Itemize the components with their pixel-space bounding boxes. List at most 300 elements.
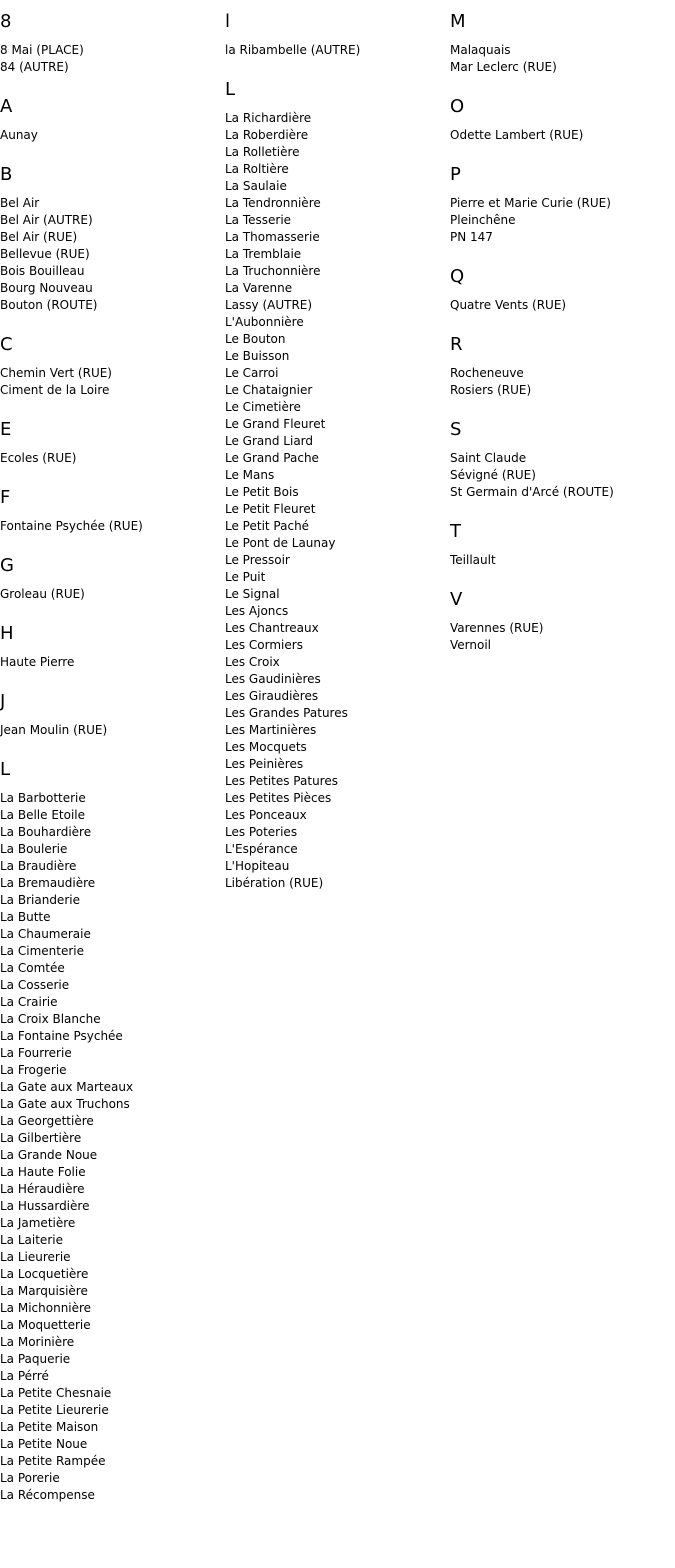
place-list-item bbox=[450, 297, 672, 314]
place-list-item bbox=[0, 654, 222, 671]
group-letter-heading: Q bbox=[450, 266, 465, 287]
place-list-item bbox=[0, 790, 222, 807]
place-list-item bbox=[0, 1487, 222, 1504]
place-link[interactable]: Les Ponceaux bbox=[225, 808, 307, 822]
place-list-item bbox=[0, 1453, 222, 1470]
place-link[interactable]: La Paquerie bbox=[0, 1352, 71, 1366]
place-link[interactable]: La Récompense bbox=[0, 1488, 95, 1502]
place-link[interactable]: Les Chantreaux bbox=[225, 621, 319, 635]
place-link[interactable]: La Petite Rampée bbox=[0, 1454, 106, 1468]
place-list-item bbox=[225, 722, 447, 739]
group-letter-heading: E bbox=[0, 419, 12, 440]
place-list-item bbox=[0, 1470, 222, 1487]
group-letter-heading: F bbox=[0, 487, 11, 508]
place-list bbox=[450, 297, 672, 324]
place-link[interactable]: 8 Mai (PLACE) bbox=[0, 43, 84, 57]
letter-group bbox=[0, 0, 222, 86]
place-list-item bbox=[225, 195, 447, 212]
place-list-item bbox=[225, 467, 447, 484]
place-link[interactable]: Le Puit bbox=[225, 570, 266, 584]
index-column-1 bbox=[0, 0, 222, 1514]
place-link[interactable]: Aunay bbox=[0, 128, 38, 142]
letter-group bbox=[450, 324, 672, 409]
place-link[interactable]: Bouton (ROUTE) bbox=[0, 298, 98, 312]
place-list-item bbox=[225, 280, 447, 297]
place-list bbox=[0, 42, 222, 86]
place-list-item bbox=[0, 1215, 222, 1232]
place-link[interactable]: La Fourrerie bbox=[0, 1046, 72, 1060]
place-list-item bbox=[225, 246, 447, 263]
place-link[interactable]: Jean Moulin (RUE) bbox=[0, 723, 108, 737]
place-list-item bbox=[0, 1368, 222, 1385]
place-link[interactable]: La Frogerie bbox=[0, 1063, 67, 1077]
place-link[interactable]: Bois Bouilleau bbox=[0, 264, 85, 278]
place-link[interactable]: Bel Air bbox=[0, 196, 40, 210]
place-list-item bbox=[0, 722, 222, 739]
letter-group bbox=[0, 681, 222, 749]
place-list-item bbox=[0, 1334, 222, 1351]
place-link[interactable]: La Petite Lieurerie bbox=[0, 1403, 109, 1417]
place-list bbox=[450, 127, 672, 154]
place-list-item bbox=[225, 450, 447, 467]
place-list-item bbox=[0, 42, 222, 59]
place-list-item bbox=[0, 1436, 222, 1453]
place-link[interactable]: La Richardière bbox=[225, 111, 312, 125]
place-link[interactable]: Ecoles (RUE) bbox=[0, 451, 77, 465]
place-link[interactable]: St Germain d'Arcé (ROUTE) bbox=[450, 485, 614, 499]
place-list-item bbox=[225, 688, 447, 705]
place-link[interactable]: Quatre Vents (RUE) bbox=[450, 298, 567, 312]
group-letter-heading: L bbox=[225, 79, 236, 100]
letter-group bbox=[450, 256, 672, 324]
place-list-item bbox=[0, 909, 222, 926]
place-list bbox=[0, 450, 222, 477]
place-link[interactable]: La Brianderie bbox=[0, 893, 80, 907]
place-list-item bbox=[0, 365, 222, 382]
place-link[interactable]: Le Petit Bois bbox=[225, 485, 299, 499]
place-list-item bbox=[225, 858, 447, 875]
place-list-item bbox=[225, 773, 447, 790]
place-link[interactable]: La Butte bbox=[0, 910, 51, 924]
place-link[interactable]: La Gate aux Marteaux bbox=[0, 1080, 134, 1094]
place-list-item bbox=[225, 297, 447, 314]
place-list-item bbox=[0, 1096, 222, 1113]
place-link[interactable]: Saint Claude bbox=[450, 451, 527, 465]
place-link[interactable]: La Haute Folie bbox=[0, 1165, 86, 1179]
place-list-item bbox=[225, 824, 447, 841]
place-list-item bbox=[225, 875, 447, 892]
place-list-item bbox=[0, 807, 222, 824]
place-link[interactable]: Les Petites Pièces bbox=[225, 791, 332, 805]
place-link[interactable]: La Crairie bbox=[0, 995, 58, 1009]
place-link[interactable]: La Bremaudière bbox=[0, 876, 96, 890]
place-link[interactable]: Le Buisson bbox=[225, 349, 290, 363]
place-list-item bbox=[450, 637, 672, 654]
group-letter-heading: J bbox=[0, 691, 6, 712]
place-link[interactable]: 84 (AUTRE) bbox=[0, 60, 69, 74]
place-list-item bbox=[0, 59, 222, 76]
letter-group bbox=[0, 409, 222, 477]
place-link[interactable]: La Chaumeraie bbox=[0, 927, 91, 941]
place-list-item bbox=[225, 314, 447, 331]
place-list-item bbox=[0, 1300, 222, 1317]
place-link[interactable]: La Jametière bbox=[0, 1216, 76, 1230]
letter-group bbox=[450, 0, 672, 86]
group-letter-heading: L bbox=[0, 759, 11, 780]
letter-group bbox=[0, 613, 222, 681]
place-list-item bbox=[0, 1045, 222, 1062]
place-link[interactable]: La Pérré bbox=[0, 1369, 49, 1383]
place-link[interactable]: La Barbotterie bbox=[0, 791, 86, 805]
place-link[interactable]: Vernoil bbox=[450, 638, 491, 652]
place-link[interactable]: La Cosserie bbox=[0, 978, 70, 992]
place-link[interactable]: Le Grand Fleuret bbox=[225, 417, 326, 431]
place-link[interactable]: La Héraudière bbox=[0, 1182, 85, 1196]
place-link[interactable]: Les Giraudières bbox=[225, 689, 319, 703]
place-list-item bbox=[450, 59, 672, 76]
place-link[interactable]: La Hussardière bbox=[0, 1199, 90, 1213]
place-list-item bbox=[450, 195, 672, 212]
place-list bbox=[0, 722, 222, 749]
place-link[interactable]: Bel Air (RUE) bbox=[0, 230, 78, 244]
place-list-item bbox=[0, 960, 222, 977]
place-list-item bbox=[0, 1385, 222, 1402]
place-list-item bbox=[0, 1147, 222, 1164]
place-list-item bbox=[0, 1317, 222, 1334]
place-link[interactable]: La Roberdière bbox=[225, 128, 309, 142]
place-link[interactable]: Le Petit Paché bbox=[225, 519, 310, 533]
place-link[interactable]: La Petite Chesnaie bbox=[0, 1386, 112, 1400]
place-list bbox=[450, 552, 672, 579]
letter-group bbox=[225, 69, 447, 902]
place-link[interactable]: Groleau (RUE) bbox=[0, 587, 85, 601]
place-list-item bbox=[0, 1028, 222, 1045]
place-list-item bbox=[225, 586, 447, 603]
place-list bbox=[225, 110, 447, 902]
place-link[interactable]: Pierre et Marie Curie (RUE) bbox=[450, 196, 611, 210]
place-link[interactable]: La Thomasserie bbox=[225, 230, 320, 244]
place-list-item bbox=[225, 433, 447, 450]
place-link[interactable]: PN 147 bbox=[450, 230, 493, 244]
place-link[interactable]: Haute Pierre bbox=[0, 655, 75, 669]
place-list-item bbox=[0, 926, 222, 943]
place-link[interactable]: Les Poteries bbox=[225, 825, 298, 839]
place-link[interactable]: Le Cimetière bbox=[225, 400, 301, 414]
place-list-item bbox=[0, 892, 222, 909]
place-list-item bbox=[450, 229, 672, 246]
place-link[interactable]: Le Grand Pache bbox=[225, 451, 319, 465]
place-list-item bbox=[0, 1266, 222, 1283]
group-letter-heading: H bbox=[0, 623, 14, 644]
place-list-item bbox=[0, 127, 222, 144]
group-letter-heading: A bbox=[0, 96, 13, 117]
letter-group bbox=[0, 86, 222, 154]
group-letter-heading: T bbox=[450, 521, 461, 542]
place-list bbox=[225, 42, 447, 69]
group-letter-heading: V bbox=[450, 589, 463, 610]
place-list-item bbox=[225, 365, 447, 382]
place-list-item bbox=[225, 841, 447, 858]
place-link[interactable]: La Varenne bbox=[225, 281, 293, 295]
place-list-item bbox=[225, 535, 447, 552]
place-list bbox=[0, 586, 222, 613]
place-list bbox=[450, 620, 672, 664]
place-link[interactable]: Le Chataignier bbox=[225, 383, 313, 397]
place-list-item bbox=[0, 518, 222, 535]
group-letter-heading: B bbox=[0, 164, 13, 185]
place-list-item bbox=[450, 365, 672, 382]
place-link[interactable]: La Tremblaie bbox=[225, 247, 302, 261]
place-list-item bbox=[225, 229, 447, 246]
place-list-item bbox=[0, 1351, 222, 1368]
place-list bbox=[450, 365, 672, 409]
place-list-item bbox=[450, 42, 672, 59]
place-list-item bbox=[225, 42, 447, 59]
place-list-item bbox=[225, 671, 447, 688]
place-list-item bbox=[0, 229, 222, 246]
place-list bbox=[450, 450, 672, 511]
place-list-item bbox=[0, 195, 222, 212]
place-list-item bbox=[0, 246, 222, 263]
place-list-item bbox=[0, 841, 222, 858]
place-link[interactable]: Malaquais bbox=[450, 43, 511, 57]
place-list-item bbox=[0, 1419, 222, 1436]
place-list-item bbox=[0, 824, 222, 841]
place-list-item bbox=[225, 144, 447, 161]
place-link[interactable]: La Fontaine Psychée bbox=[0, 1029, 123, 1043]
place-list bbox=[0, 365, 222, 409]
place-link[interactable]: Chemin Vert (RUE) bbox=[0, 366, 112, 380]
place-link[interactable]: La Petite Noue bbox=[0, 1437, 88, 1451]
place-list-item bbox=[225, 637, 447, 654]
place-list-item bbox=[0, 1283, 222, 1300]
group-letter-heading: 8 bbox=[0, 11, 12, 32]
place-list-item bbox=[450, 450, 672, 467]
place-link[interactable]: Odette Lambert (RUE) bbox=[450, 128, 584, 142]
place-list-item bbox=[225, 654, 447, 671]
letter-group bbox=[450, 511, 672, 579]
place-link[interactable]: La Roltière bbox=[225, 162, 289, 176]
place-link[interactable]: Le Grand Liard bbox=[225, 434, 314, 448]
place-list-item bbox=[450, 382, 672, 399]
place-list-item bbox=[450, 212, 672, 229]
place-link[interactable]: Ciment de la Loire bbox=[0, 383, 110, 397]
place-list-item bbox=[450, 127, 672, 144]
group-letter-heading: P bbox=[450, 164, 461, 185]
place-link[interactable]: Bel Air (AUTRE) bbox=[0, 213, 93, 227]
place-list-item bbox=[0, 875, 222, 892]
place-list-item bbox=[450, 484, 672, 501]
place-list-item bbox=[0, 1249, 222, 1266]
place-link[interactable]: La Gate aux Truchons bbox=[0, 1097, 130, 1111]
place-link[interactable]: Varennes (RUE) bbox=[450, 621, 544, 635]
place-link[interactable]: La Porerie bbox=[0, 1471, 60, 1485]
place-list-item bbox=[0, 1130, 222, 1147]
place-list-item bbox=[0, 1181, 222, 1198]
place-link[interactable]: La Gilbertière bbox=[0, 1131, 82, 1145]
place-list-item bbox=[0, 977, 222, 994]
place-link[interactable]: La Michonnière bbox=[0, 1301, 92, 1315]
group-letter-heading: S bbox=[450, 419, 462, 440]
place-list-item bbox=[0, 1079, 222, 1096]
place-link[interactable]: La Truchonnière bbox=[225, 264, 321, 278]
place-list-item bbox=[225, 484, 447, 501]
place-list-item bbox=[0, 280, 222, 297]
place-link[interactable]: Pleinchêne bbox=[450, 213, 516, 227]
place-link[interactable]: Libération (RUE) bbox=[225, 876, 324, 890]
letter-group bbox=[225, 0, 447, 69]
place-list-item bbox=[225, 127, 447, 144]
place-link[interactable]: L'Hopiteau bbox=[225, 859, 290, 873]
place-link[interactable]: La Belle Etoile bbox=[0, 808, 86, 822]
group-letter-heading: O bbox=[450, 96, 465, 117]
place-list-item bbox=[0, 1232, 222, 1249]
place-list-item bbox=[225, 161, 447, 178]
place-link[interactable]: Bellevue (RUE) bbox=[0, 247, 90, 261]
place-list-item bbox=[225, 348, 447, 365]
place-list bbox=[450, 42, 672, 86]
place-link[interactable]: Rosiers (RUE) bbox=[450, 383, 532, 397]
place-list-item bbox=[0, 263, 222, 280]
place-list bbox=[0, 195, 222, 324]
place-list-item bbox=[0, 1113, 222, 1130]
place-list-item bbox=[225, 705, 447, 722]
place-list bbox=[0, 790, 222, 1514]
place-list-item bbox=[0, 1402, 222, 1419]
letter-group bbox=[0, 154, 222, 324]
group-letter-heading: R bbox=[450, 334, 463, 355]
group-letter-heading: l bbox=[225, 11, 231, 32]
place-link[interactable]: La Tendronnière bbox=[225, 196, 321, 210]
place-list-item bbox=[225, 807, 447, 824]
place-list bbox=[450, 195, 672, 256]
place-link[interactable]: Les Petites Patures bbox=[225, 774, 338, 788]
place-link[interactable]: La Cimenterie bbox=[0, 944, 84, 958]
place-link[interactable]: La Laiterie bbox=[0, 1233, 63, 1247]
place-link[interactable]: Le Pressoir bbox=[225, 553, 290, 567]
place-link[interactable]: La Locquetière bbox=[0, 1267, 89, 1281]
place-link[interactable]: Le Signal bbox=[225, 587, 280, 601]
place-link[interactable]: Les Martinières bbox=[225, 723, 317, 737]
place-link[interactable]: Bourg Nouveau bbox=[0, 281, 93, 295]
place-list-item bbox=[0, 994, 222, 1011]
place-link[interactable]: Fontaine Psychée (RUE) bbox=[0, 519, 143, 533]
place-link[interactable]: La Comtée bbox=[0, 961, 65, 975]
place-link[interactable]: La Georgettière bbox=[0, 1114, 94, 1128]
place-link[interactable]: Le Bouton bbox=[225, 332, 286, 346]
place-list-item bbox=[225, 569, 447, 586]
place-list-item bbox=[450, 552, 672, 569]
letter-group bbox=[0, 477, 222, 545]
place-link[interactable]: La Saulaie bbox=[225, 179, 287, 193]
place-link[interactable]: La Tesserie bbox=[225, 213, 292, 227]
place-list-item bbox=[0, 586, 222, 603]
place-list-item bbox=[225, 110, 447, 127]
place-link[interactable]: La Braudière bbox=[0, 859, 77, 873]
index-column-3 bbox=[450, 0, 672, 664]
group-letter-heading: M bbox=[450, 11, 466, 32]
place-list-item bbox=[225, 603, 447, 620]
place-link[interactable]: Le Carroi bbox=[225, 366, 279, 380]
place-link[interactable]: La Morinière bbox=[0, 1335, 75, 1349]
place-list-item bbox=[0, 858, 222, 875]
place-link[interactable]: L'Aubonnière bbox=[225, 315, 304, 329]
place-link[interactable]: Le Pont de Launay bbox=[225, 536, 336, 550]
place-list-item bbox=[225, 399, 447, 416]
place-list-item bbox=[225, 756, 447, 773]
place-list-item bbox=[225, 212, 447, 229]
place-link[interactable]: La Moquetterie bbox=[0, 1318, 91, 1332]
place-list-item bbox=[225, 263, 447, 280]
letter-group bbox=[450, 86, 672, 154]
place-link[interactable]: Rocheneuve bbox=[450, 366, 524, 380]
place-link[interactable]: Les Peinières bbox=[225, 757, 304, 771]
place-link[interactable]: La Marquisière bbox=[0, 1284, 88, 1298]
place-link[interactable]: La Grande Noue bbox=[0, 1148, 98, 1162]
place-link[interactable]: Sévigné (RUE) bbox=[450, 468, 536, 482]
place-link[interactable]: Mar Leclerc (RUE) bbox=[450, 60, 557, 74]
place-link[interactable]: Teillault bbox=[450, 553, 496, 567]
place-link[interactable]: La Boulerie bbox=[0, 842, 68, 856]
letter-group bbox=[0, 749, 222, 1514]
place-list-item bbox=[225, 518, 447, 535]
group-letter-heading: G bbox=[0, 555, 14, 576]
place-link[interactable]: Le Petit Fleuret bbox=[225, 502, 316, 516]
place-list-item bbox=[0, 1164, 222, 1181]
place-link[interactable]: La Lieurerie bbox=[0, 1250, 71, 1264]
place-list bbox=[0, 518, 222, 545]
place-list-item bbox=[225, 552, 447, 569]
place-list bbox=[0, 127, 222, 154]
place-link[interactable]: La Bouhardière bbox=[0, 825, 92, 839]
letter-group bbox=[450, 579, 672, 664]
place-list-item bbox=[0, 450, 222, 467]
group-letter-heading: C bbox=[0, 334, 13, 355]
place-link[interactable]: la Ribambelle (AUTRE) bbox=[225, 43, 361, 57]
place-list-item bbox=[225, 620, 447, 637]
place-link[interactable]: Les Croix bbox=[225, 655, 280, 669]
place-list-item bbox=[0, 943, 222, 960]
place-link[interactable]: La Petite Maison bbox=[0, 1420, 99, 1434]
place-list-item bbox=[0, 1198, 222, 1215]
letter-group bbox=[0, 545, 222, 613]
place-link[interactable]: Les Ajoncs bbox=[225, 604, 289, 618]
place-list-item bbox=[0, 382, 222, 399]
place-list-item bbox=[0, 212, 222, 229]
place-list-item bbox=[225, 739, 447, 756]
place-link[interactable]: Les Cormiers bbox=[225, 638, 303, 652]
letter-group bbox=[450, 154, 672, 256]
place-list-item bbox=[0, 1011, 222, 1028]
place-link[interactable]: La Rolletière bbox=[225, 145, 300, 159]
place-list-item bbox=[225, 501, 447, 518]
place-list-item bbox=[225, 382, 447, 399]
letter-group bbox=[450, 409, 672, 511]
place-link[interactable]: Les Gaudinières bbox=[225, 672, 321, 686]
place-link[interactable]: L'Espérance bbox=[225, 842, 298, 856]
place-link[interactable]: La Croix Blanche bbox=[0, 1012, 101, 1026]
place-list-item bbox=[0, 1062, 222, 1079]
letter-group bbox=[0, 324, 222, 409]
place-link[interactable]: Le Mans bbox=[225, 468, 275, 482]
place-link[interactable]: Les Mocquets bbox=[225, 740, 307, 754]
place-list-item bbox=[225, 331, 447, 348]
place-list-item bbox=[225, 416, 447, 433]
index-column-2 bbox=[225, 0, 447, 902]
place-link[interactable]: Lassy (AUTRE) bbox=[225, 298, 313, 312]
place-list-item bbox=[225, 790, 447, 807]
place-link[interactable]: Les Grandes Patures bbox=[225, 706, 348, 720]
